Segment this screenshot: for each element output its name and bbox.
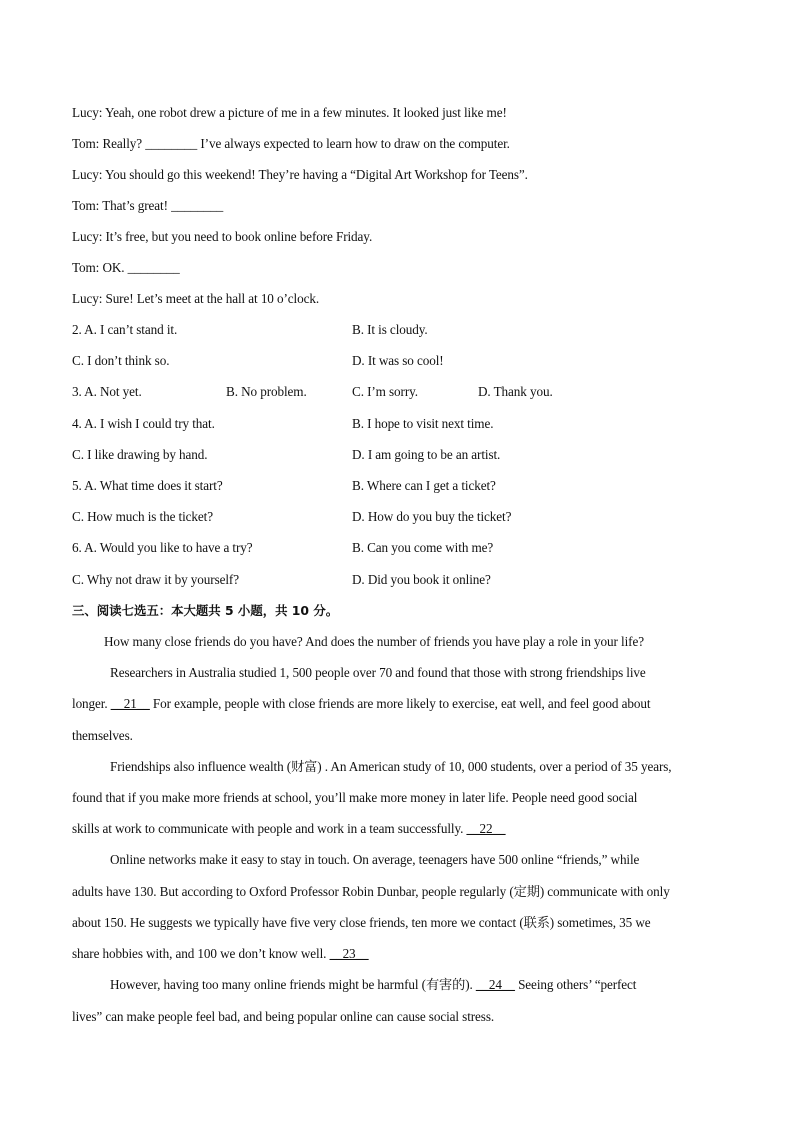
q5-option-b: B. Where can I get a ticket? — [352, 478, 496, 493]
q4-option-c: C. I like drawing by hand. — [72, 447, 208, 462]
blank-22: __22__ — [466, 821, 506, 836]
q3-option-a: 3. A. Not yet. — [72, 384, 142, 399]
q4-option-a: 4. A. I wish I could try that. — [72, 416, 215, 431]
q2-option-c: C. I don’t think so. — [72, 353, 170, 368]
passage-line: lives” can make people feel bad, and being popular online can cause social stress. — [72, 1009, 495, 1024]
passage-text: skills at work to communicate with people and work in a team successfully. — [72, 821, 467, 836]
passage-line: Researchers in Australia studied 1, 500 people over 70 and found that those with strong friendships live — [110, 665, 646, 680]
question-4-row-1 — [72, 415, 672, 433]
q6-option-d: D. Did you book it online? — [352, 572, 491, 587]
dialogue-line: Lucy: You should go this weekend! They’re having a “Digital Art Workshop for Teens”. — [72, 167, 528, 182]
passage-line: themselves. — [72, 728, 133, 743]
passage-line: found that if you make more friends at school, you’ll make more money in later life. People need good social — [72, 790, 638, 805]
question-2-row-1 — [72, 321, 672, 339]
q3-option-d: D. Thank you. — [478, 384, 553, 399]
question-6-row-1 — [72, 539, 672, 557]
dialogue-line: Lucy: It’s free, but you need to book online before Friday. — [72, 229, 373, 244]
passage-text: longer. — [72, 696, 111, 711]
passage-line: about 150. He suggests we typically have five very close friends, ten more we contact (联系) sometimes, 35 we — [72, 915, 651, 930]
section-heading: 三、阅读七选五：本大题共 5 小题，共 10 分。 — [72, 603, 339, 618]
q4-option-d: D. I am going to be an artist. — [352, 447, 501, 462]
question-6-row-2 — [72, 571, 672, 589]
passage-line: Online networks make it easy to stay in touch. On average, teenagers have 500 online “friends,” while — [110, 852, 640, 867]
passage-line: Friendships also influence wealth (财富) . An American study of 10, 000 students, over a period of 35 years, — [110, 759, 672, 774]
dialogue-line: Tom: OK. ________ — [72, 260, 180, 275]
q5-option-a: 5. A. What time does it start? — [72, 478, 223, 493]
blank-23: __23__ — [329, 946, 369, 961]
question-3-row — [72, 383, 672, 401]
passage-paragraph-1: How many close friends do you have? And does the number of friends you have play a role in your life? — [104, 634, 644, 649]
dialogue-line: Lucy: Sure! Let’s meet at the hall at 10 o’clock. — [72, 291, 320, 306]
blank-21: __21__ — [110, 696, 150, 711]
passage-text: Seeing others’ “perfect — [514, 977, 637, 992]
passage-line — [72, 945, 369, 963]
q3-option-b: B. No problem. — [226, 384, 307, 399]
q2-option-d: D. It was so cool! — [352, 353, 444, 368]
question-5-row-2 — [72, 508, 672, 526]
passage-line — [110, 976, 636, 994]
q5-option-d: D. How do you buy the ticket? — [352, 509, 512, 524]
q6-option-c: C. Why not draw it by yourself? — [72, 572, 239, 587]
q2-option-b: B. It is cloudy. — [352, 322, 428, 337]
q6-option-a: 6. A. Would you like to have a try? — [72, 540, 253, 555]
dialogue-line: Tom: That’s great! ________ — [72, 198, 224, 213]
dialogue-line: Lucy: Yeah, one robot drew a picture of me in a few minutes. It looked just like me! — [72, 105, 507, 120]
q5-option-c: C. How much is the ticket? — [72, 509, 213, 524]
passage-text: share hobbies with, and 100 we don’t know well. — [72, 946, 330, 961]
passage-line: adults have 130. But according to Oxford Professor Robin Dunbar, people regularly (定期) communicate with only — [72, 884, 670, 899]
question-4-row-2 — [72, 446, 672, 464]
q2-option-a: 2. A. I can’t stand it. — [72, 322, 178, 337]
dialogue-line: Tom: Really? ________ I’ve always expected to learn how to draw on the computer. — [72, 136, 510, 151]
q6-option-b: B. Can you come with me? — [352, 540, 494, 555]
passage-line — [72, 820, 505, 838]
passage-line — [72, 695, 650, 713]
question-5-row-1 — [72, 477, 672, 495]
question-2-row-2 — [72, 352, 672, 370]
q4-option-b: B. I hope to visit next time. — [352, 416, 494, 431]
passage-text: However, having too many online friends might be harmful (有害的). — [110, 977, 476, 992]
passage-text: For example, people with close friends are more likely to exercise, eat well, and feel good about — [149, 696, 651, 711]
q3-option-c: C. I’m sorry. — [352, 384, 418, 399]
blank-24: __24__ — [475, 977, 515, 992]
